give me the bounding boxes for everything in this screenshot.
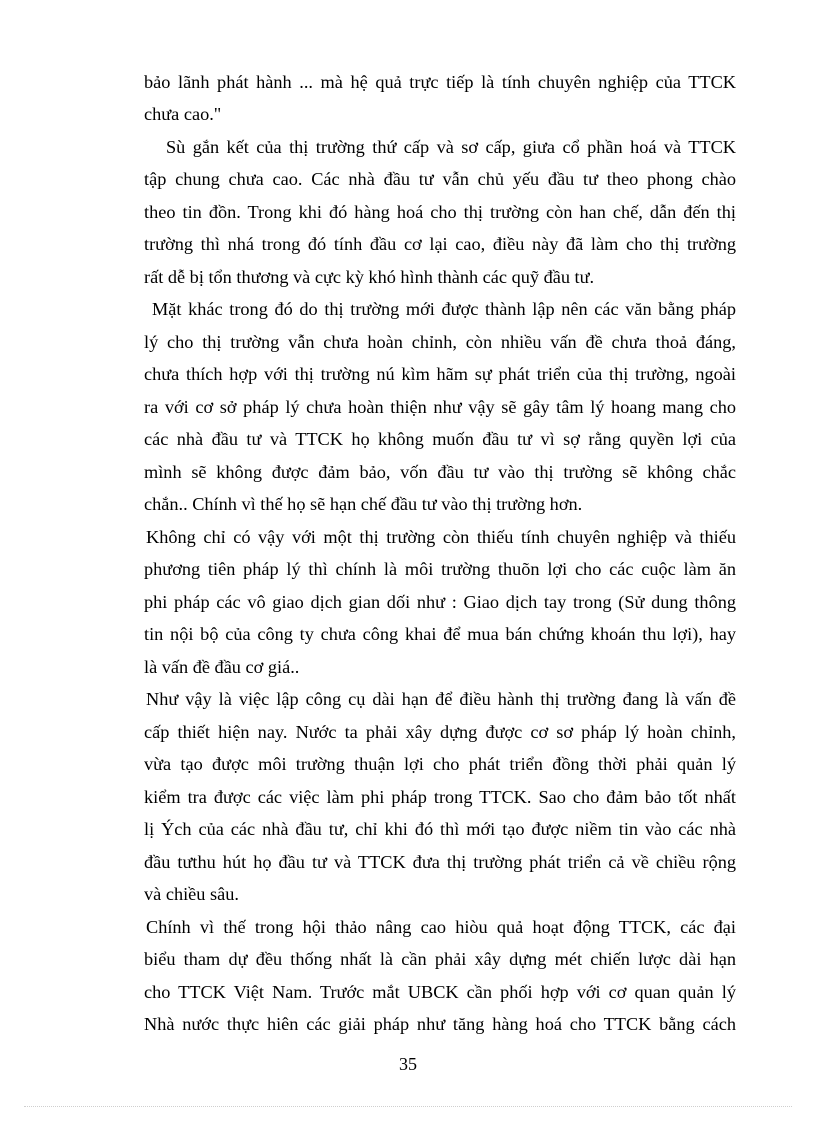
text-line: theo tin đồn. Trong khi đó hàng hoá cho thị trường còn han chế, dẫn đến thị <box>144 202 736 222</box>
text-line: ra với cơ sở pháp lý chưa hoàn thiện như vậy sẽ gây tâm lý hoang mang cho <box>144 397 736 417</box>
paragraph-first-line: Không chỉ có vậy với một thị trường còn thiếu tính chuyên nghiệp và thiếu <box>146 527 736 547</box>
text-line: cho TTCK Việt Nam. Trước mắt UBCK cần phối hợp với cơ quan quản lý <box>144 982 736 1002</box>
text-line: lị Ých của các nhà đầu tư, chỉ khi đó thì mới tạo được niềm tin vào các nhà <box>144 819 736 839</box>
text-line: rất dễ bị tổn thương và cực kỳ khó hình thành các quỹ đầu tư. <box>144 267 595 287</box>
text-line: chắn.. Chính vì thế họ sẽ hạn chế đầu tư vào thị trường hơn. <box>144 494 583 514</box>
text-line: cấp thiết hiện nay. Nước ta phải xây dựng được cơ sơ pháp lý hoàn chỉnh, <box>144 722 736 742</box>
page-number: 35 <box>399 1054 417 1074</box>
text-line: biểu tham dự đều thống nhất là cần phải xây dựng mét chiến lược dài hạn <box>144 949 736 969</box>
paragraph-first-line: Như vậy là việc lập công cụ dài hạn để điều hành thị trường đang là vấn đề <box>146 689 736 709</box>
paragraph-first-line: Mặt khác trong đó do thị trường mới được thành lập nên các văn bằng pháp <box>152 299 736 319</box>
text-line: trường thì nhá trong đó tính đầu cơ lại cao, điều này đã làm cho thị trường <box>144 234 736 254</box>
text-line: lý cho thị trường vẫn chưa hoàn chỉnh, còn nhiều vấn đề chưa thoả đáng, <box>144 332 736 352</box>
text-line: là vấn đề đầu cơ giá.. <box>144 657 300 677</box>
text-line: Nhà nước thực hiên các giải pháp như tăng hàng hoá cho TTCK bằng cách <box>144 1014 736 1034</box>
page-divider <box>24 1106 792 1107</box>
text-line: mình sẽ không được đảm bảo, vốn đầu tư vào thị trường sẽ không chắc <box>144 462 736 482</box>
text-line: bảo lãnh phát hành ... mà hệ quả trực tiếp là tính chuyên nghiệp của TTCK <box>144 72 736 92</box>
text-line: và chiều sâu. <box>144 884 239 904</box>
text-line: tập chung chưa cao. Các nhà đầu tư vẫn chủ yếu đầu tư theo phong chào <box>144 169 736 189</box>
text-line: đầu tưthu hút họ đầu tư và TTCK đưa thị trường phát triển cả về chiều rộng <box>144 852 736 872</box>
paragraph-first-line: Chính vì thế trong hội thảo nâng cao hiòu quả hoạt động TTCK, các đại <box>146 917 736 937</box>
text-line: phi pháp các vô giao dịch gian dối như : Giao dịch tay trong (Sử dung thông <box>144 592 736 612</box>
paragraph-first-line: Sù gắn kết của thị trường thứ cấp và sơ cấp, giưa cổ phần hoá và TTCK <box>166 137 736 157</box>
text-line: chưa thích hợp với thị trường nú kìm hãm sự phát triển của thị trường, ngoài <box>144 364 736 384</box>
text-line: vừa tạo được môi trường thuận lợi cho phát triển đồng thời phải quản lý <box>144 754 736 774</box>
text-line: tin nội bộ của công ty chưa công khai để mua bán chứng khoán thu lợi), hay <box>144 624 736 644</box>
text-line: các nhà đầu tư và TTCK họ không muốn đầu tư vì sợ rằng quyền lợi của <box>144 429 736 449</box>
text-line: chưa cao." <box>144 104 222 124</box>
text-line: kiểm tra được các việc làm phi pháp trong TTCK. Sao cho đảm bảo tốt nhất <box>144 787 736 807</box>
text-line: phương tiên pháp lý thì chính là môi trường thuõn lợi cho các cuộc làm ăn <box>144 559 736 579</box>
